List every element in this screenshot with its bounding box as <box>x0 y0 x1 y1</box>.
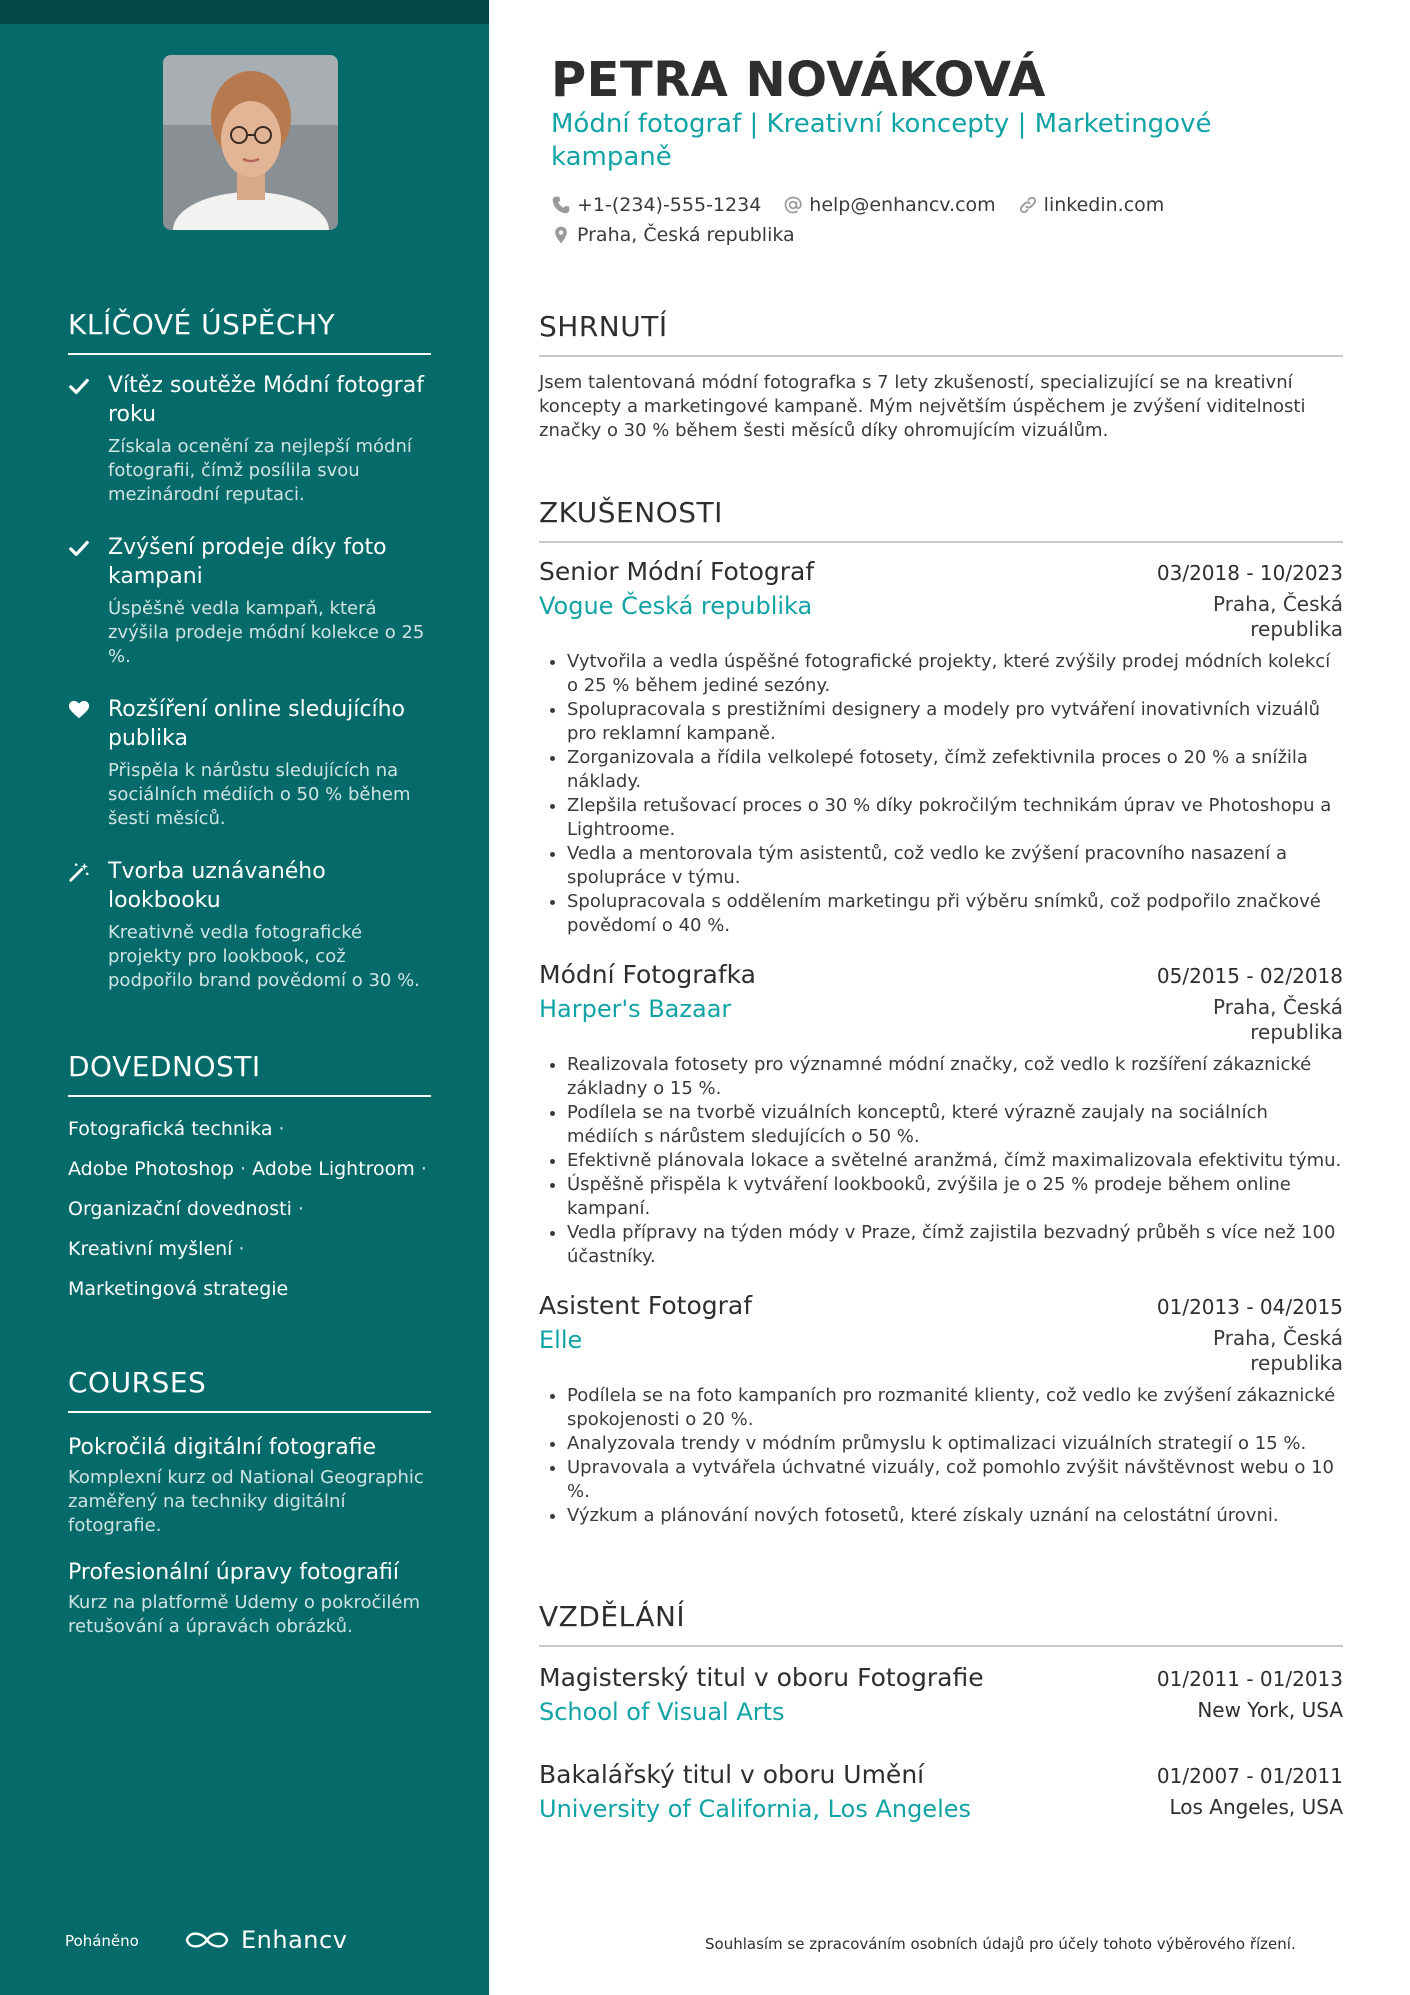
job-location: Praha, Česká republika <box>1212 1326 1343 1375</box>
skill-separator: · <box>238 1238 245 1260</box>
skills-section <box>68 1050 431 1317</box>
sidebar <box>0 0 489 1995</box>
skill-item: Fotografická technika <box>68 1118 273 1140</box>
summary-title: SHRNUTÍ <box>539 310 1343 357</box>
achievements-section <box>68 308 431 1019</box>
job-bullet: • Upravovala a vytvářela úchvatné vizuály, což pomohlo zvýšit návštěvnost webu o 10 %. <box>567 1456 1343 1504</box>
contact-phone[interactable] <box>551 194 761 216</box>
achievement-title: Vítěz soutěže Módní fotograf roku <box>108 373 424 427</box>
achievement-desc: Úspěšně vedla kampaň, která zvýšila prodeje módní kolekce o 25 %. <box>108 598 425 667</box>
achievement-desc: Získala ocenění za nejlepší módní fotografii, čímž posílila svou mezinárodní reputaci. <box>108 436 412 505</box>
skill-line <box>68 1237 431 1262</box>
job-dates: 03/2018 - 10/2023 <box>1156 561 1343 585</box>
degree-title: Magisterský titul v oboru Fotografie <box>539 1663 984 1692</box>
job-bullet: • Úspěšně přispěla k vytváření lookbooků, zvýšila je o 25 % prodeje během online kampaní. <box>567 1173 1343 1221</box>
education-dates: 01/2011 - 01/2013 <box>1156 1667 1343 1691</box>
job-dates: 05/2015 - 02/2018 <box>1156 964 1343 988</box>
powered-by-label: Poháněno <box>65 1932 139 1950</box>
degree-title: Bakalářský titul v oboru Umění <box>539 1760 925 1789</box>
achievement-desc: Přispěla k nárůstu sledujících na sociálních médiích o 50 % během šesti měsíců. <box>108 760 411 829</box>
contact-row-location <box>551 224 817 246</box>
skill-item: Kreativní myšlení <box>68 1238 233 1260</box>
job-bullet: • Podílela se na tvorbě vizuálních konceptů, které výrazně zaujaly na sociálních médiích s nárůstem sledujících o 50 %. <box>567 1101 1343 1149</box>
skill-item: Adobe Lightroom <box>252 1158 415 1180</box>
course-item <box>68 1558 431 1639</box>
contact-row <box>551 194 1186 216</box>
phone-icon <box>551 195 571 215</box>
candidate-headline: Módní fotograf | Kreativní koncepty | Marketingové kampaně <box>551 109 1212 172</box>
job-entry <box>539 960 1343 1269</box>
achievements-title: KLÍČOVÉ ÚSPĚCHY <box>68 308 431 355</box>
school-name: School of Visual Arts <box>539 1698 785 1726</box>
courses-title: COURSES <box>68 1366 431 1413</box>
achievement-title: Rozšíření online sledujícího publika <box>108 697 405 751</box>
check-icon <box>68 375 90 397</box>
job-bullet: • Spolupracovala s oddělením marketingu při výběru snímků, což podpořilo značkové povědomí o 40 %. <box>567 890 1343 938</box>
job-bullet: • Zorganizovala a řídila velkolepé fotosety, čímž zefektivnila proces o 20 % a snížila náklady. <box>567 746 1343 794</box>
contact-linkedin[interactable] <box>1018 194 1165 216</box>
job-bullets <box>539 1384 1343 1528</box>
skill-line <box>68 1197 431 1222</box>
education-title: VZDĚLÁNÍ <box>539 1600 1343 1647</box>
achievement-title: Tvorba uznávaného lookbooku <box>108 859 326 913</box>
school-location: Los Angeles, USA <box>1169 1795 1343 1819</box>
course-item <box>68 1433 431 1538</box>
job-entry <box>539 1291 1343 1528</box>
linkedin-text: linkedin.com <box>1043 194 1165 216</box>
job-role: Senior Módní Fotograf <box>539 557 815 586</box>
achievement-item <box>68 533 431 669</box>
courses-section <box>68 1366 431 1639</box>
link-icon <box>1018 195 1038 215</box>
job-dates: 01/2013 - 04/2015 <box>1156 1295 1343 1319</box>
job-bullet: • Realizovala fotosety pro významné módní značky, což vedlo k rozšíření zákaznické základny o 15 %. <box>567 1053 1343 1101</box>
job-entry <box>539 557 1343 938</box>
job-bullet: • Zlepšila retušovací proces o 30 % díky pokročilým technikám úprav ve Photoshopu a Lightroome. <box>567 794 1343 842</box>
profile-photo <box>163 55 338 230</box>
skill-separator: · <box>297 1198 304 1220</box>
experience-section <box>539 496 1343 1528</box>
skill-item: Organizační dovednosti <box>68 1198 292 1220</box>
achievement-item <box>68 857 431 993</box>
education-section <box>539 1600 1343 1823</box>
school-location: New York, USA <box>1197 1698 1343 1722</box>
education-dates: 01/2007 - 01/2011 <box>1156 1764 1343 1788</box>
email-text: help@enhancv.com <box>809 194 996 216</box>
course-desc: Kurz na platformě Udemy o pokročilém retušování a úpravách obrázků. <box>68 1592 421 1637</box>
infinity-logo-icon <box>183 1927 231 1953</box>
job-bullet: • Efektivně plánovala lokace a světelné aranžmá, čímž maximalizovala efektivitu týmu. <box>567 1149 1343 1173</box>
summary-section <box>539 310 1343 443</box>
phone-text: +1-(234)-555-1234 <box>577 194 762 216</box>
education-entry <box>539 1663 1343 1726</box>
job-company: Vogue Česká republika <box>539 592 813 620</box>
job-location: Praha, Česká republika <box>1212 995 1343 1044</box>
job-bullets <box>539 1053 1343 1269</box>
gdpr-consent: Souhlasím se zpracováním osobních údajů pro účely tohoto výběrového řízení. <box>705 1935 1296 1953</box>
skill-separator: · <box>420 1158 427 1180</box>
skill-line <box>68 1157 431 1182</box>
job-bullet: • Spolupracovala s prestižními designery a modely pro vytváření inovativních vizuálů pro reklamní kampaně. <box>567 698 1343 746</box>
job-bullet: • Vytvořila a vedla úspěšné fotografické projekty, které zvýšily prodej módních kolekcí o 25 % během jediné sezóny. <box>567 650 1343 698</box>
job-bullet: • Podílela se na foto kampaních pro rozmanité klienty, což vedlo ke zvýšení zákaznické spokojenosti o 20 %. <box>567 1384 1343 1432</box>
location-pin-icon <box>551 225 571 245</box>
job-role: Asistent Fotograf <box>539 1291 753 1320</box>
enhancv-logo[interactable] <box>183 1926 347 1954</box>
job-bullets <box>539 650 1343 938</box>
job-bullet: • Analyzovala trendy v módním průmyslu k optimalizaci vizuálních strategií o 15 %. <box>567 1432 1343 1456</box>
job-bullet: • Výzkum a plánování nových fotosetů, které získaly uznání na celostátní úrovni. <box>567 1504 1343 1528</box>
magic-wand-icon <box>68 861 90 883</box>
skill-separator: · <box>278 1118 285 1140</box>
school-name: University of California, Los Angeles <box>539 1795 972 1823</box>
job-location: Praha, Česká republika <box>1212 592 1343 641</box>
contact-email[interactable] <box>783 194 995 216</box>
skill-line <box>68 1277 431 1302</box>
summary-text: Jsem talentovaná módní fotografka s 7 lety zkušeností, specializující se na kreativní koncepty a marketingové kampaně. Mým největším úspěchem je zvýšení viditelnosti značky o 30 % během šesti měsíců díky ohromujícím vizuálům. <box>539 372 1306 441</box>
job-bullet: • Vedla a mentorovala tým asistentů, což vedlo ke zvýšení pracovního nasazení a spolupráce v týmu. <box>567 842 1343 890</box>
at-icon <box>783 195 803 215</box>
experience-title: ZKUŠENOSTI <box>539 496 1343 543</box>
course-title: Profesionální úpravy fotografií <box>68 1560 400 1585</box>
sidebar-top-bar <box>0 0 489 24</box>
candidate-name: PETRA NOVÁKOVÁ <box>551 52 1046 108</box>
heart-icon <box>68 699 90 721</box>
skill-item: Marketingová strategie <box>68 1278 289 1300</box>
job-bullet: • Vedla přípravy na týden módy v Praze, čímž zajistila bezvadný průběh s více než 100 účastníky. <box>567 1221 1343 1269</box>
job-company: Harper's Bazaar <box>539 995 732 1023</box>
course-title: Pokročilá digitální fotografie <box>68 1435 377 1460</box>
location-text: Praha, Česká republika <box>577 224 795 246</box>
contact-location <box>551 224 795 246</box>
education-entry <box>539 1760 1343 1823</box>
achievement-title: Zvýšení prodeje díky foto kampani <box>108 535 387 589</box>
skill-separator: · <box>240 1158 247 1180</box>
job-role: Módní Fotografka <box>539 960 756 989</box>
brand-name: Enhancv <box>241 1926 348 1954</box>
achievement-item <box>68 371 431 507</box>
skills-title: DOVEDNOSTI <box>68 1050 431 1097</box>
skill-item: Adobe Photoshop <box>68 1158 234 1180</box>
achievement-desc: Kreativně vedla fotografické projekty pro lookbook, což podpořilo brand povědomí o 30 %. <box>108 922 420 991</box>
check-icon <box>68 537 90 559</box>
achievement-item <box>68 695 431 831</box>
skill-line <box>68 1117 431 1142</box>
job-company: Elle <box>539 1326 583 1354</box>
course-desc: Komplexní kurz od National Geographic zaměřený na techniky digitální fotografie. <box>68 1467 424 1536</box>
